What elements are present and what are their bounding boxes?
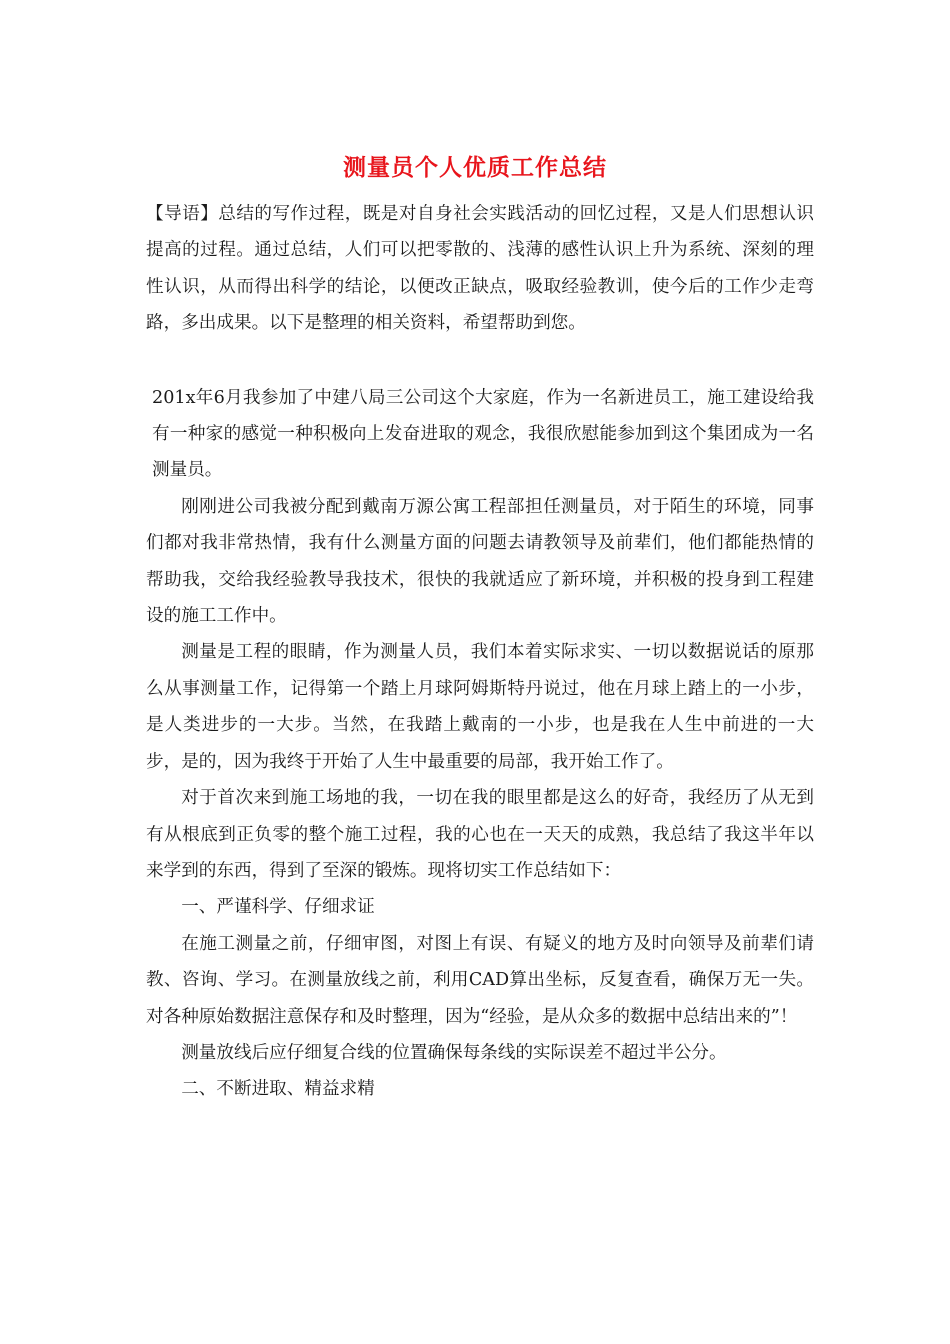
page-title: 测量员个人优质工作总结 [343,154,607,181]
document-body [146,196,814,1108]
paragraph-gap [146,342,814,380]
body-paragraph: 对于首次来到施工场地的我，一切在我的眼里都是这么的好奇，我经历了从无到有从根底到正负零的整个施工过程，我的心也在一天天的成熟，我总结了我这半年以来学到的东西，得到了至深的锻炼。现将切实工作总结如下： [146,788,814,881]
body-paragraph: 测量是工程的眼睛，作为测量人员，我们本着实际求实、一切以数据说话的原那么从事测量工作，记得第一个踏上月球阿姆斯特丹说过，他在月球上踏上的一小步，是人类进步的一大步。当然，在我踏上戴南的一小步，也是我在人生中前进的一大步，是的，因为我终于开始了人生中最重要的局部，我开始工作了。 [146,642,814,772]
body-paragraph: 测量放线后应仔细复合线的位置确保每条线的实际误差不超过半公分。 [181,1042,727,1063]
section-heading: 一、严谨科学、仔细求证 [181,897,375,918]
body-paragraph: 201x年6月我参加了中建八局三公司这个大家庭，作为一名新进员工，施工建设给我有一种家的感觉一种积极向上发奋进取的观念，我很欣慰能参加到这个集团成为一名测量员。 [152,387,814,481]
intro-paragraph: 【导语】总结的写作过程，既是对自身社会实践活动的回忆过程，又是人们思想认识提高的过程。通过总结，人们可以把零散的、浅薄的感性认识上升为系统、深刻的理性认识，从而得出科学的结论，以便改正缺点，吸取经验教训，使今后的工作少走弯路，多出成果。以下是整理的相关资料，希望帮助到您。 [146,204,814,334]
body-paragraph: 在施工测量之前，仔细审图，对图上有误、有疑义的地方及时向领导及前辈们请教、咨询、学习。在测量放线之前，利用CAD算出坐标，反复查看，确保万无一失。对各种原始数据注意保存和及时整理，因为“经验，是从众多的数据中总结出来的”！ [146,933,814,1027]
body-paragraph: 刚刚进公司我被分配到戴南万源公寓工程部担任测量员，对于陌生的环境，同事们都对我非常热情，我有什么测量方面的问题去请教领导及前辈们，他们都能热情的帮助我，交给我经验教导我技术，很快的我就适应了新环境，并积极的投身到工程建设的施工工作中。 [146,496,814,627]
section-heading: 二、不断进取、精益求精 [181,1079,375,1100]
